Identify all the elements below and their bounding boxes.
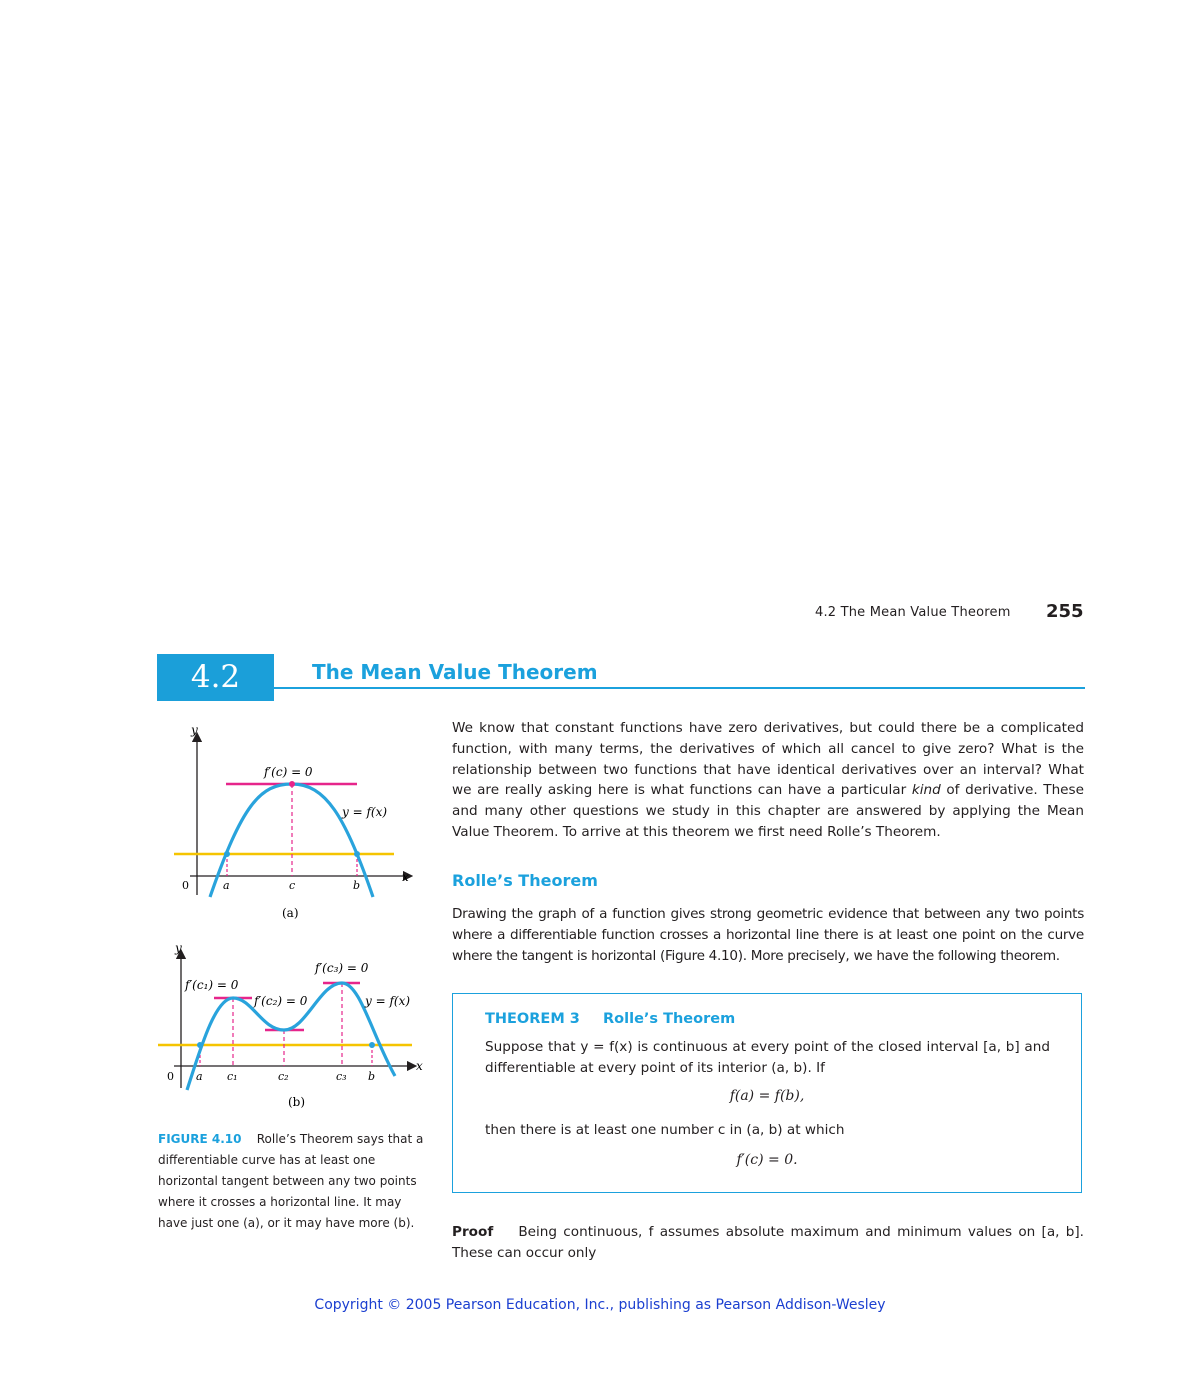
section-number-box bbox=[157, 654, 274, 701]
x-axis-label: x bbox=[416, 1059, 423, 1073]
intro-text-1: We know that constant functions have zero derivatives, but could there be a complicated function, with many terms, the derivatives of which all cancel to give zero? What is the relationship between two functions that have identical derivatives over an interval? What we are really asking here is what functions can have a particular bbox=[452, 720, 1084, 799]
tangent3-label: f′(c₃) = 0 bbox=[315, 961, 369, 975]
proof-label: Proof bbox=[452, 1224, 494, 1240]
figure-4-10a bbox=[160, 715, 430, 920]
rolle-heading: Rolle’s Theorem bbox=[452, 871, 598, 890]
page-number: 255 bbox=[1046, 601, 1084, 622]
tick-c1: c₁ bbox=[227, 1070, 238, 1083]
point-b bbox=[369, 1042, 375, 1048]
tick-b: b bbox=[353, 879, 361, 892]
x-axis-label: x bbox=[402, 870, 409, 884]
intro-paragraph bbox=[452, 718, 1084, 843]
theorem-name: Rolle’s Theorem bbox=[603, 1011, 736, 1027]
point-b bbox=[354, 851, 360, 857]
tick-a: a bbox=[223, 879, 230, 892]
theorem-statement: Suppose that y = f(x) is continuous at every point of the closed interval [a, b] and differentiable at every point of its interior (a, b). If bbox=[485, 1039, 1050, 1076]
tangent2-label: f′(c₂) = 0 bbox=[254, 994, 308, 1008]
intro-italic: kind bbox=[911, 782, 941, 799]
theorem-equation-2: f′(c) = 0. bbox=[736, 1152, 798, 1168]
figure-caption bbox=[158, 1129, 426, 1234]
point-c bbox=[289, 781, 295, 787]
theorem-conclusion: then there is at least one number c in (a, b) at which bbox=[485, 1122, 845, 1138]
origin-label: 0 bbox=[182, 879, 189, 892]
tick-a: a bbox=[196, 1070, 203, 1083]
figure-caption-label: FIGURE 4.10 bbox=[158, 1132, 242, 1146]
section-number: 4.2 bbox=[190, 659, 241, 695]
section-rule bbox=[274, 687, 1085, 689]
tick-b: b bbox=[368, 1070, 376, 1083]
theorem-label: THEOREM 3 bbox=[485, 1011, 580, 1027]
point-a bbox=[197, 1042, 203, 1048]
tick-c: c bbox=[289, 879, 296, 892]
tangent1-label: f′(c₁) = 0 bbox=[185, 978, 239, 992]
intro-text-2: of derivative. These and many other questions we study in this chapter are answered by applying the Mean Value Theorem. To arrive at this theorem we first need Rolle’s Theorem. bbox=[452, 782, 1084, 840]
copyright-notice: Copyright © 2005 Pearson Education, Inc., publishing as Pearson Addison-Wesley bbox=[314, 1297, 886, 1313]
theorem-equation-1: f(a) = f(b), bbox=[729, 1088, 805, 1104]
curve-label: y = f(x) bbox=[365, 994, 411, 1008]
sublabel-a: (a) bbox=[282, 906, 299, 920]
figure-4-10b bbox=[150, 940, 435, 1115]
proof-text: Being continuous, f assumes absolute maximum and minimum values on [a, b]. These can occur only bbox=[452, 1224, 1084, 1261]
y-axis-label: y bbox=[175, 941, 182, 955]
sublabel-b: (b) bbox=[288, 1095, 306, 1109]
tangent-label: f′(c) = 0 bbox=[264, 765, 313, 779]
y-axis-label: y bbox=[191, 723, 198, 737]
tick-c3: c₃ bbox=[336, 1070, 347, 1083]
rolle-paragraph: Drawing the graph of a function gives strong geometric evidence that between any two points where a differentiable function crosses a horizontal line there is at least one point on the curve where the tangent is horizontal (Figure 4.10). More precisely, we have the following theorem. bbox=[452, 906, 1084, 964]
origin-label: 0 bbox=[167, 1070, 174, 1083]
proof-paragraph bbox=[452, 1222, 1084, 1264]
tick-c2: c₂ bbox=[278, 1070, 289, 1083]
figure-caption-text: Rolle’s Theorem says that a differentiable curve has at least one horizontal tangent between any two points where it crosses a horizontal line. It may have just one (a), or it may have more (b). bbox=[158, 1132, 424, 1230]
point-a bbox=[224, 851, 230, 857]
curve-label: y = f(x) bbox=[342, 805, 388, 819]
running-title: 4.2 The Mean Value Theorem bbox=[815, 605, 1011, 620]
section-title: The Mean Value Theorem bbox=[312, 660, 598, 684]
